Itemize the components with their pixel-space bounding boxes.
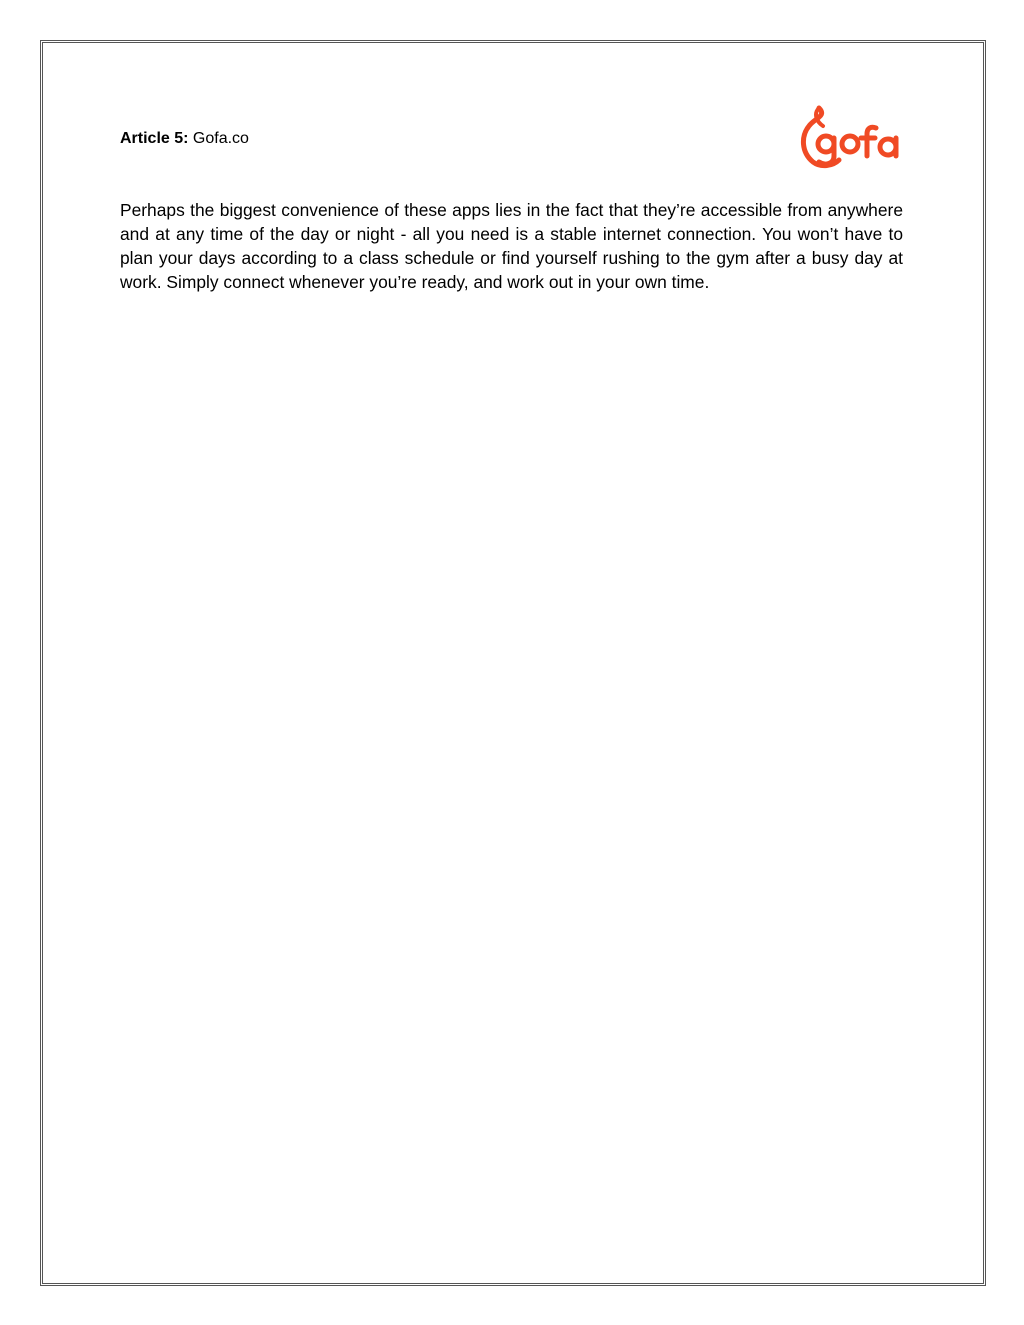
article-label: Article 5:	[120, 130, 189, 147]
article-paragraph: Perhaps the biggest convenience of these apps lies in the fact that they’re accessible from anywhere and at any time of the day or night - all you need is a stable internet connection. You won’t have to plan your days according to a class schedule or find yourself rushing to the gym after a busy day at work. Simply connect whenever you’re ready, and work out in your own time.	[120, 200, 903, 292]
article-header	[120, 128, 249, 150]
article-source: Gofa.co	[192, 130, 249, 147]
flame-icon	[797, 100, 907, 172]
gofa-logo	[797, 100, 907, 172]
